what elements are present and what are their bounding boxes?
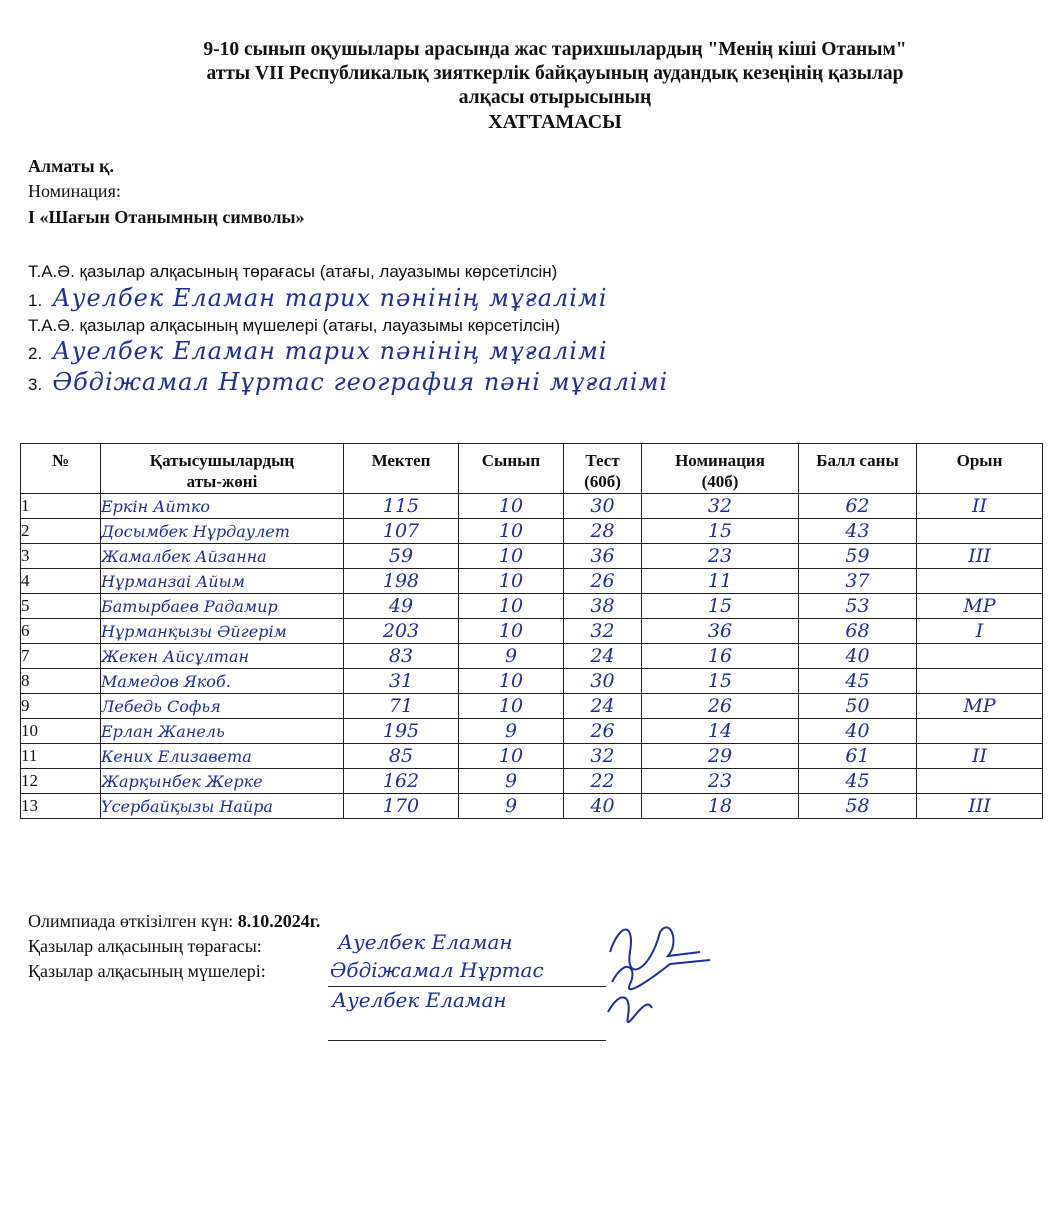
table-header-row [21,444,1043,494]
school-cell: 31 [344,669,459,694]
document-title [40,38,1058,134]
test-cell: 24 [564,644,642,669]
table-row [21,769,1043,794]
olympiad-date-label: Олимпиада өткізілген күн: [28,911,234,931]
test-cell: 40 [564,794,642,819]
place-cell: I [917,619,1043,644]
jury-chair-handwritten: Ауелбек Еламан тарих пәнінің мұғалімі [52,284,608,312]
table-row [21,569,1043,594]
grade-cell: 10 [459,544,564,569]
footer-members-label: Қазылар алқасының мүшелері: [28,961,266,981]
jury-chair-line [28,284,608,312]
participant-name: Үсербайқызы Найра [101,794,344,819]
header-grade: Сынып [459,444,564,494]
score-cell: 53 [799,594,917,619]
title-line-3: алқасы отырысының [458,87,652,108]
score-cell: 68 [799,619,917,644]
participant-name: Жамалбек Айзанна [101,544,344,569]
jury-members-label: Т.А.Ә. қазылар алқасының мүшелері (атағы, лауазымы көрсетілсін) [28,316,561,335]
header-nomination [642,444,799,494]
title-line-2: атты VII Республикалық зияткерлік байқауының аудандық кезеңінің қазылар [206,63,904,84]
table-row [21,494,1043,519]
header-nomination-line-1: Номинация [675,451,765,470]
table-row [21,669,1043,694]
row-number: 9 [21,694,101,719]
school-cell: 107 [344,519,459,544]
jury-member-2-number: 2. [28,344,43,363]
grade-cell: 10 [459,519,564,544]
row-number: 7 [21,644,101,669]
jury-member-3-number: 3. [28,375,43,394]
row-number: 4 [21,569,101,594]
school-cell: 85 [344,744,459,769]
header-place: Орын [917,444,1043,494]
place-cell [917,669,1043,694]
score-cell: 45 [799,769,917,794]
table-row [21,619,1043,644]
score-cell: 58 [799,794,917,819]
grade-cell: 10 [459,594,564,619]
olympiad-date-line [28,911,320,932]
score-cell: 45 [799,669,917,694]
school-cell: 170 [344,794,459,819]
table-row [21,519,1043,544]
test-cell: 32 [564,619,642,644]
header-name-line-2: аты-жөні [186,472,258,491]
nomination-cell: 15 [642,669,799,694]
grade-cell: 10 [459,669,564,694]
header-school: Мектеп [344,444,459,494]
nomination-cell: 11 [642,569,799,594]
score-cell: 61 [799,744,917,769]
participant-name: Досымбек Нұрдаулет [101,519,344,544]
test-cell: 30 [564,669,642,694]
footer-chair-signature: Ауелбек Еламан [338,930,513,954]
grade-cell: 9 [459,644,564,669]
test-cell: 32 [564,744,642,769]
school-cell: 162 [344,769,459,794]
table-row [21,644,1043,669]
test-cell: 24 [564,694,642,719]
header-test-line-2: (60б) [584,472,621,491]
footer-chair-label: Қазылар алқасының төрағасы: [28,936,262,956]
test-cell: 22 [564,769,642,794]
place-cell: МР [917,694,1043,719]
grade-cell: 10 [459,744,564,769]
school-cell: 71 [344,694,459,719]
place-cell [917,719,1043,744]
nomination-cell: 36 [642,619,799,644]
test-cell: 30 [564,494,642,519]
signature-scribbles [590,912,730,1032]
jury-member-2-handwritten: Ауелбек Еламан тарих пәнінің мұғалімі [52,337,608,365]
score-cell: 50 [799,694,917,719]
grade-cell: 9 [459,769,564,794]
school-cell: 49 [344,594,459,619]
header-name-line-1: Қатысушылардың [149,451,295,470]
test-cell: 38 [564,594,642,619]
title-line-4: ХАТТАМАСЫ [488,111,622,133]
score-cell: 37 [799,569,917,594]
place-cell: II [917,494,1043,519]
title-line-1: 9-10 сынып оқушылары арасында жас тарихшылардың "Менің кіші Отаным" [203,39,907,60]
footer-member-1-signature: Әбдіжамал Нұртас [330,958,544,982]
score-cell: 40 [799,719,917,744]
nomination-value: I «Шағын Отанымның символы» [28,207,305,227]
participant-name: Нұрманзаі Айым [101,569,344,594]
grade-cell: 9 [459,719,564,744]
school-cell: 59 [344,544,459,569]
participant-name: Еркін Айтко [101,494,344,519]
place-cell [917,644,1043,669]
nomination-label: Номинация: [28,181,121,201]
row-number: 1 [21,494,101,519]
nomination-cell: 29 [642,744,799,769]
test-cell: 26 [564,569,642,594]
school-cell: 195 [344,719,459,744]
city: Алматы қ. [28,156,115,176]
grade-cell: 10 [459,619,564,644]
school-cell: 203 [344,619,459,644]
jury-chair-label: Т.А.Ә. қазылар алқасының төрағасы (атағы, лауазымы көрсетілсін) [28,262,558,281]
signature-underline-2 [328,1040,606,1041]
row-number: 3 [21,544,101,569]
table-row [21,544,1043,569]
participant-name: Лебедь Софья [101,694,344,719]
score-cell: 59 [799,544,917,569]
row-number: 10 [21,719,101,744]
row-number: 11 [21,744,101,769]
table-row [21,719,1043,744]
place-cell [917,569,1043,594]
grade-cell: 10 [459,569,564,594]
grade-cell: 10 [459,494,564,519]
signature-underline-1 [328,986,606,987]
header-test [564,444,642,494]
nomination-cell: 23 [642,769,799,794]
table-row [21,744,1043,769]
score-cell: 62 [799,494,917,519]
header-nomination-line-2: (40б) [701,472,739,491]
school-cell: 83 [344,644,459,669]
participant-name: Нұрманқызы Әйгерім [101,619,344,644]
jury-member-3-line [28,368,668,396]
score-cell: 40 [799,644,917,669]
header-score: Балл саны [799,444,917,494]
participant-name: Жарқынбек Жерке [101,769,344,794]
participant-name: Кених Елизавета [101,744,344,769]
place-cell: III [917,794,1043,819]
jury-member-3-handwritten: Әбдіжамал Нұртас география пәні мұғалімі [52,368,669,396]
place-cell: МР [917,594,1043,619]
header-test-line-1: Тест [585,451,620,470]
jury-chair-number: 1. [28,291,43,310]
participant-name: Батырбаев Радамир [101,594,344,619]
place-cell: II [917,744,1043,769]
olympiad-date-value: 8.10.2024г. [237,911,321,931]
header-name [101,444,344,494]
member-1-signature-scribble [612,960,710,989]
school-cell: 198 [344,569,459,594]
member-2-signature-scribble [608,997,652,1022]
row-number: 13 [21,794,101,819]
place-cell: III [917,544,1043,569]
footer-member-2-signature: Ауелбек Еламан [332,988,507,1012]
nomination-cell: 15 [642,594,799,619]
nomination-cell: 14 [642,719,799,744]
table-row [21,594,1043,619]
results-table [20,443,1043,819]
table-row [21,694,1043,719]
test-cell: 36 [564,544,642,569]
grade-cell: 10 [459,694,564,719]
nomination-cell: 18 [642,794,799,819]
row-number: 5 [21,594,101,619]
test-cell: 28 [564,519,642,544]
jury-member-2-line [28,337,608,365]
participant-name: Мамедов Якоб. [101,669,344,694]
nomination-cell: 32 [642,494,799,519]
header-number: № [21,444,101,494]
row-number: 6 [21,619,101,644]
participant-name: Жекен Айсұлтан [101,644,344,669]
nomination-cell: 23 [642,544,799,569]
nomination-cell: 16 [642,644,799,669]
row-number: 2 [21,519,101,544]
row-number: 12 [21,769,101,794]
table-row [21,794,1043,819]
place-cell [917,769,1043,794]
test-cell: 26 [564,719,642,744]
score-cell: 43 [799,519,917,544]
school-cell: 115 [344,494,459,519]
place-cell [917,519,1043,544]
row-number: 8 [21,669,101,694]
nomination-cell: 26 [642,694,799,719]
participant-name: Ерлан Жанель [101,719,344,744]
nomination-cell: 15 [642,519,799,544]
grade-cell: 9 [459,794,564,819]
